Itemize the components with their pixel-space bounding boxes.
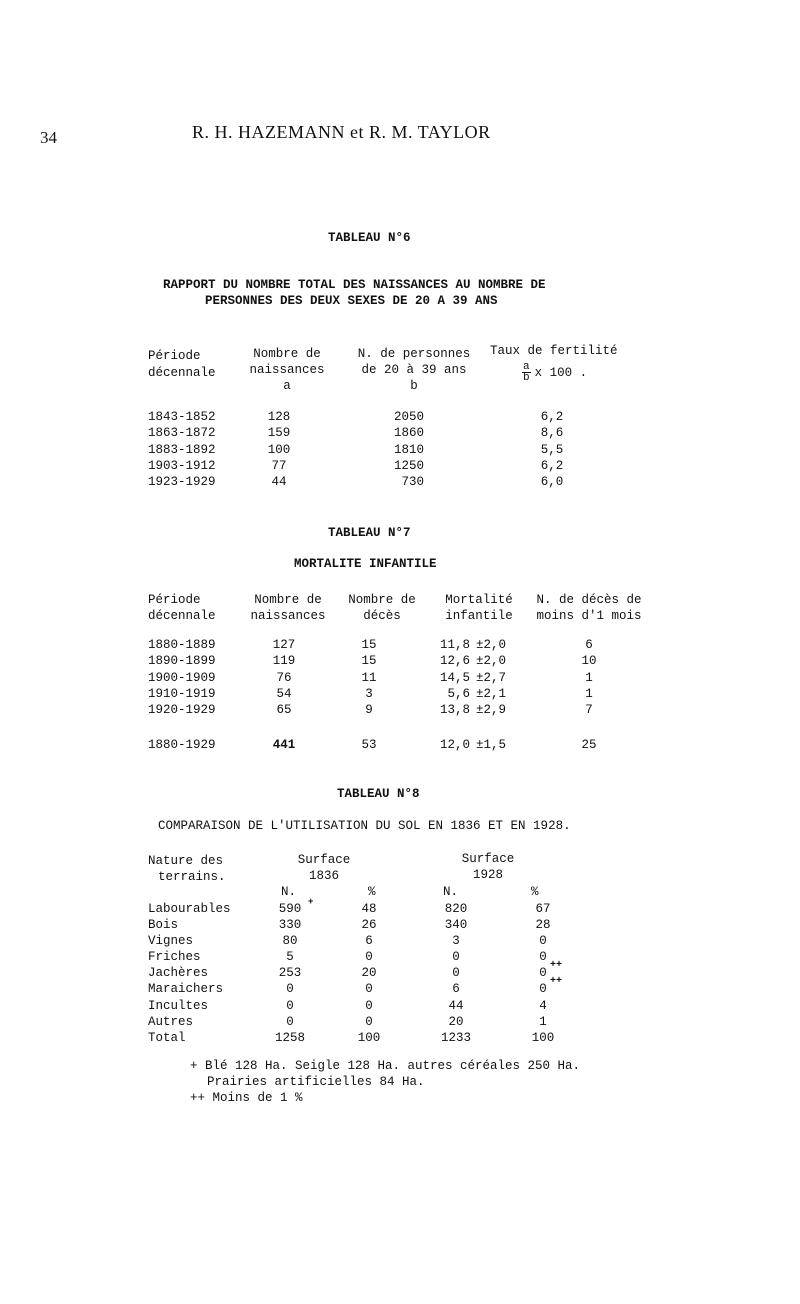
persons-cell: 1810 — [393, 442, 424, 457]
p1836-cell: 0 — [365, 950, 373, 965]
fraction-numerator: a — [523, 361, 530, 373]
table-row — [148, 950, 608, 966]
under1m-cell: 1 — [585, 670, 593, 685]
mortality-margin-cell: ±1,5 — [476, 738, 507, 752]
table8-title: COMPARAISON DE L'UTILISATION DU SOL EN 1836 ET EN 1928. — [158, 819, 571, 833]
table-row — [148, 934, 608, 950]
footnote-plus-cont: Prairies artificielles 84 Ha. — [207, 1075, 425, 1089]
nature-cell: Total — [148, 1030, 186, 1045]
header-line: Période — [148, 349, 201, 363]
table-row — [148, 638, 648, 654]
table7-col-mortality-header — [438, 592, 520, 624]
table-row — [148, 654, 648, 670]
footnote-double-plus: ++ Moins de 1 % — [190, 1091, 303, 1105]
table-row — [148, 687, 648, 703]
header-line: décennale — [148, 609, 216, 623]
p1928-cell: 28 — [535, 918, 551, 933]
n1836-cell: 0 — [286, 1014, 294, 1029]
p1836-cell: 100 — [357, 1030, 381, 1045]
p1836-cell: 0 — [365, 998, 373, 1013]
births-cell: 44 — [271, 475, 287, 490]
n1836-cell: 0 — [286, 998, 294, 1013]
table7-body — [148, 638, 648, 719]
births-cell: 119 — [272, 654, 296, 669]
table-row — [148, 410, 588, 426]
p1928-cell: 1 — [539, 1014, 547, 1029]
p1836-cell: 48 — [361, 902, 377, 916]
fraction-a-over-b — [522, 362, 531, 383]
period-cell: 1863-1872 — [148, 426, 216, 441]
persons-cell: 1250 — [393, 458, 424, 473]
p1836-cell: 26 — [361, 918, 377, 933]
under1m-cell: 7 — [585, 703, 593, 718]
header-line: Taux de fertilité — [490, 344, 618, 358]
header-line: N. de personnes — [357, 347, 471, 361]
deaths-cell: 15 — [361, 654, 377, 669]
header-line: infantile — [445, 609, 513, 623]
under1m-cell: 6 — [585, 638, 593, 652]
births-cell: 128 — [267, 410, 291, 424]
n1836-cell: 5 — [286, 950, 294, 965]
table-row — [148, 671, 648, 687]
table7-col-period-header — [148, 592, 216, 624]
period-cell: 1880-1929 — [148, 738, 216, 752]
n1836-cell: 330 — [278, 918, 302, 933]
table8-col-nature-header — [148, 853, 226, 885]
period-cell: 1920-1929 — [148, 703, 216, 718]
header-line: Nature des — [148, 854, 224, 868]
period-cell: 1883-1892 — [148, 442, 216, 457]
rate-cell: 6,2 — [540, 458, 564, 473]
births-cell: 127 — [272, 638, 296, 652]
n1836-cell: 590 — [278, 902, 302, 916]
deaths-cell: 15 — [361, 638, 377, 652]
nature-cell: Vignes — [148, 934, 194, 949]
n1928-cell: 1233 — [440, 1030, 471, 1045]
table-row — [148, 426, 588, 442]
total-row — [148, 1031, 608, 1047]
mortality-margin-cell: ±2,0 — [476, 638, 507, 652]
deaths-cell: 9 — [365, 703, 373, 718]
table8-body — [148, 897, 608, 1047]
births-cell: 77 — [271, 458, 287, 473]
table8-p1928-header: % — [531, 885, 539, 899]
p1928-footnote-mark: ++ — [550, 960, 563, 972]
fraction-denominator: b — [523, 372, 530, 384]
p1928-cell: 0 — [539, 982, 547, 997]
nature-cell: Maraichers — [148, 982, 224, 997]
under1m-cell: 10 — [581, 654, 597, 669]
header-line: a — [283, 379, 291, 393]
p1928-cell: 67 — [535, 902, 551, 916]
mortality-cell: 13,8 — [439, 703, 470, 718]
nature-cell: Autres — [148, 1014, 194, 1029]
mortality-cell: 12,6 — [439, 654, 470, 669]
rate-cell: 6,0 — [540, 475, 564, 490]
header-line: Nombre de — [348, 593, 416, 607]
p1836-cell: 6 — [365, 934, 373, 949]
header-line: décès — [363, 609, 401, 623]
n1928-cell: 44 — [448, 998, 464, 1013]
nature-cell: Friches — [148, 950, 201, 965]
n1928-cell: 820 — [444, 902, 468, 916]
table-row — [148, 459, 588, 475]
header-line: moins d'1 mois — [536, 609, 642, 623]
nature-cell: Incultes — [148, 998, 209, 1013]
table7-col-deaths-header — [340, 592, 424, 624]
births-cell: 159 — [267, 426, 291, 441]
table-row — [148, 475, 588, 491]
under1m-cell: 25 — [581, 738, 597, 752]
table-row — [148, 443, 588, 459]
table8-surface1928-header — [448, 851, 528, 883]
mortality-margin-cell: ±2,7 — [476, 670, 507, 685]
n1836-cell: 80 — [282, 934, 298, 949]
n1928-cell: 3 — [452, 934, 460, 949]
table6-col-births-header — [242, 346, 332, 394]
table-row — [148, 976, 608, 998]
table8-n1928-header: N. — [443, 885, 459, 899]
table7-col-births-header — [242, 592, 334, 624]
p1928-footnote-mark: ++ — [550, 976, 563, 988]
nature-cell: Jachères — [148, 966, 209, 981]
period-cell: 1880-1889 — [148, 638, 216, 652]
footnote-plus: + Blé 128 Ha. Seigle 128 Ha. autres céréales 250 Ha. — [190, 1059, 581, 1073]
table7-col-under1m-header — [528, 592, 650, 624]
table7-title: MORTALITE INFANTILE — [294, 557, 437, 571]
header-line: Nombre de — [253, 347, 321, 361]
rate-cell: 8,6 — [540, 426, 564, 441]
header-line: b — [410, 379, 418, 393]
header-line: de 20 à 39 ans — [361, 363, 467, 377]
table8-label: TABLEAU N°8 — [337, 787, 420, 801]
header-line: naissances — [250, 609, 326, 623]
fertility-formula — [522, 362, 587, 383]
rate-cell: 6,2 — [540, 410, 564, 424]
page-number: 34 — [40, 128, 57, 147]
table8-footnotes — [190, 1058, 580, 1106]
period-cell: 1910-1919 — [148, 686, 216, 701]
rate-cell: 5,5 — [540, 442, 564, 457]
table6-col-persons-header — [350, 346, 478, 394]
nature-cell: Labourables — [148, 902, 231, 916]
p1928-cell: 100 — [531, 1030, 555, 1045]
births-cell: 54 — [276, 686, 292, 701]
n1928-cell: 20 — [448, 1014, 464, 1029]
p1928-cell: 0 — [539, 966, 547, 981]
header-line: Surface — [461, 852, 515, 866]
mortality-cell: 12,0 — [439, 738, 470, 752]
period-cell: 1923-1929 — [148, 475, 216, 490]
header-line: Surface — [297, 853, 351, 867]
deaths-cell: 53 — [361, 738, 377, 752]
n1928-cell: 0 — [452, 950, 460, 965]
header-line: terrains. — [158, 870, 226, 884]
table-row — [148, 897, 608, 918]
header-line: Nombre de — [254, 593, 322, 607]
header-line: naissances — [249, 363, 325, 377]
n1836-cell: 0 — [286, 982, 294, 997]
p1928-cell: 0 — [539, 934, 547, 949]
births-cell: 100 — [267, 442, 291, 457]
under1m-cell: 1 — [585, 686, 593, 701]
header-line: 1928 — [472, 868, 503, 882]
p1928-cell: 0 — [539, 950, 547, 965]
table6-col-period-header — [148, 348, 216, 382]
table8-surface1836-header — [284, 852, 364, 884]
nature-cell: Bois — [148, 918, 179, 933]
period-cell: 1890-1899 — [148, 654, 216, 669]
table8-p1836-header: % — [368, 885, 376, 899]
running-header: R. H. HAZEMANN et R. M. TAYLOR — [192, 122, 491, 142]
period-cell: 1900-1909 — [148, 670, 216, 685]
mortality-margin-cell: ±2,9 — [476, 703, 507, 718]
table6-col-rate-header — [490, 344, 618, 358]
n1836-footnote-mark: + — [308, 897, 314, 907]
table6-title-line2: PERSONNES DES DEUX SEXES DE 20 A 39 ANS — [205, 294, 498, 308]
header-line: Période — [148, 593, 201, 607]
table6-title-line1: RAPPORT DU NOMBRE TOTAL DES NAISSANCES AU NOMBRE DE — [163, 278, 546, 292]
header-line: Mortalité — [445, 593, 513, 607]
formula-multiplier: x 100 . — [534, 365, 588, 380]
header-line: 1836 — [308, 869, 339, 883]
table7-label: TABLEAU N°7 — [328, 526, 411, 540]
n1928-cell: 0 — [452, 966, 460, 981]
table6-label: TABLEAU N°6 — [328, 231, 411, 245]
deaths-cell: 11 — [361, 670, 377, 685]
persons-cell: 1860 — [393, 426, 424, 441]
births-cell: 76 — [276, 670, 292, 685]
period-cell: 1903-1912 — [148, 458, 216, 473]
p1836-cell: 0 — [365, 982, 373, 997]
p1928-cell: 4 — [539, 998, 547, 1013]
table6-body — [148, 410, 588, 491]
total-row — [148, 738, 648, 754]
table-row — [148, 703, 648, 719]
n1928-cell: 340 — [444, 918, 468, 933]
deaths-cell: 3 — [365, 686, 373, 701]
mortality-margin-cell: ±2,0 — [476, 654, 507, 669]
mortality-margin-cell: ±2,1 — [476, 686, 507, 701]
n1836-cell: 253 — [278, 966, 302, 981]
p1836-cell: 0 — [365, 1014, 373, 1029]
period-cell: 1843-1852 — [148, 410, 216, 424]
header-line: décennale — [148, 366, 216, 380]
header-line: N. de décès de — [536, 593, 642, 607]
persons-cell: 730 — [401, 475, 424, 490]
mortality-cell: 14,5 — [439, 670, 470, 685]
table7-total-row — [148, 738, 648, 754]
table8-n1836-header: N. — [281, 885, 297, 899]
mortality-cell: 5,6 — [447, 686, 470, 701]
births-cell: 65 — [276, 703, 292, 718]
mortality-cell: 11,8 — [439, 638, 470, 652]
births-cell: 441 — [272, 738, 296, 752]
table-row — [148, 1015, 608, 1031]
table-row — [148, 918, 608, 934]
persons-cell: 2050 — [393, 410, 424, 424]
table-row — [148, 960, 608, 982]
n1836-cell: 1258 — [274, 1030, 305, 1045]
n1928-cell: 6 — [452, 982, 460, 997]
p1836-cell: 20 — [361, 966, 377, 981]
table-row — [148, 999, 608, 1015]
